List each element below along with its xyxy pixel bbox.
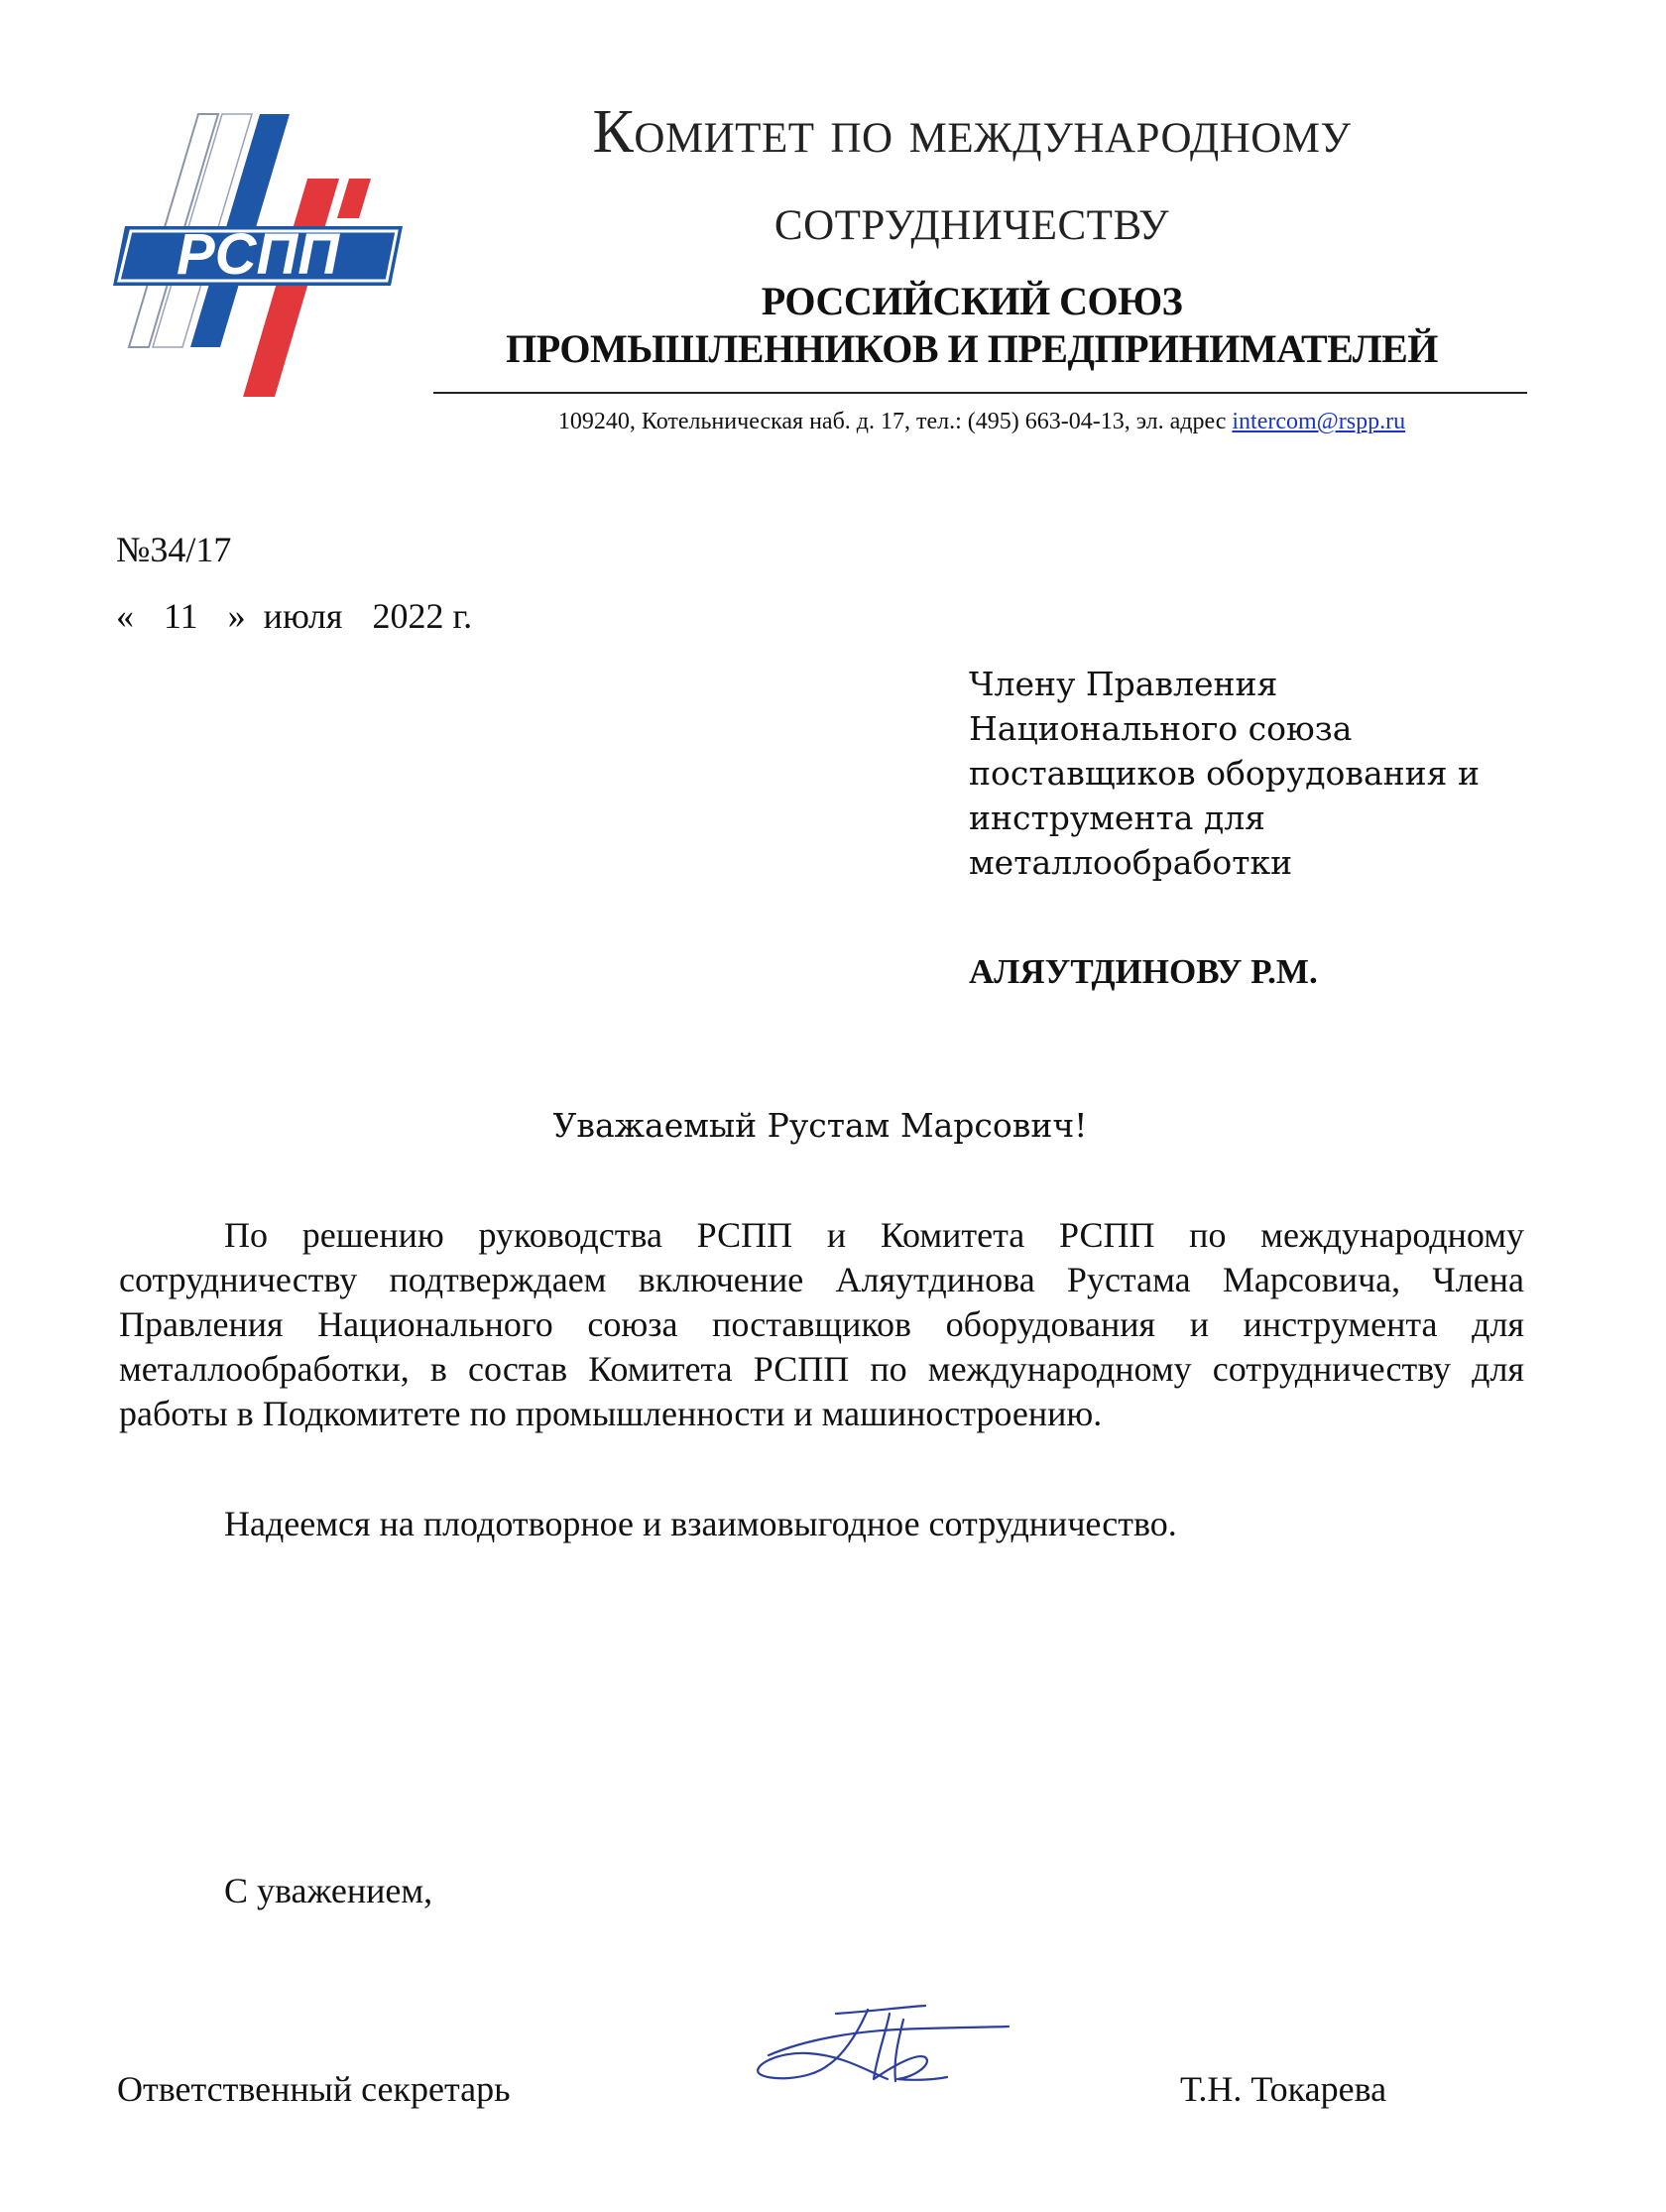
logo-text: РСПП [176, 222, 340, 287]
body-paragraph-second: Надеемся на плодотворное и взаимовыгодное сотрудничество. [224, 1504, 1177, 1543]
committee-title-line2: сотрудничеству [774, 185, 1170, 253]
date-close-quote: » [227, 596, 246, 636]
body-paragraph-main: По решению руководства РСПП и Комитета РСПП по международному сотрудничеству подтверждаем включение Аляутдинова Рустама Марсовича, Члена Правления Национального союза поставщиков оборудования и инструмента для металлообработки, в состав Комитета РСПП по международному сотрудничеству для работы в Подкомитете по промышленности и машиностроению. [119, 1215, 1524, 1433]
date-month: июля [263, 596, 343, 636]
signer-name: Т.Н. Токарева [1180, 2069, 1387, 2109]
letter-date [116, 595, 472, 637]
signer-title: Ответственный секретарь [117, 2069, 511, 2109]
organization-name-line2: ПРОМЫШЛЕННИКОВ И ПРЕДПРИНИМАТЕЛЕЙ [506, 326, 1438, 371]
date-year: 2022 г. [372, 596, 473, 636]
email-link[interactable]: intercom@rspp.ru [1232, 409, 1406, 434]
recipient-line: Национального союза [969, 709, 1353, 748]
recipient-line: металлообработки [969, 843, 1293, 882]
recipient-name: АЛЯУТДИНОВУ Р.М. [969, 952, 1318, 991]
salutation: Уважаемый Рустам Марсович! [552, 1106, 1088, 1145]
recipient-line: поставщиков оборудования и [969, 754, 1480, 793]
letterhead-divider [433, 392, 1527, 394]
date-open-quote: « [116, 596, 134, 636]
organization-name-line1: РОССИЙСКИЙ СОЮЗ [761, 279, 1183, 323]
recipient-block [969, 662, 1480, 885]
date-day: 11 [164, 596, 198, 636]
rspp-logo [111, 109, 409, 407]
recipient-line: Члену Правления [969, 665, 1278, 703]
committee-title-line1: Комитет по международному [592, 98, 1352, 166]
reference-number: №34/17 [116, 530, 232, 569]
contact-address: 109240, Котельническая наб. д. 17, тел.: (495) 663-04-13, эл. адрес [557, 409, 1233, 434]
contact-line [426, 409, 1537, 435]
closing-phrase: С уважением, [224, 1871, 433, 1910]
handwritten-signature [749, 1994, 1016, 2113]
recipient-line: инструмента для [969, 799, 1265, 837]
